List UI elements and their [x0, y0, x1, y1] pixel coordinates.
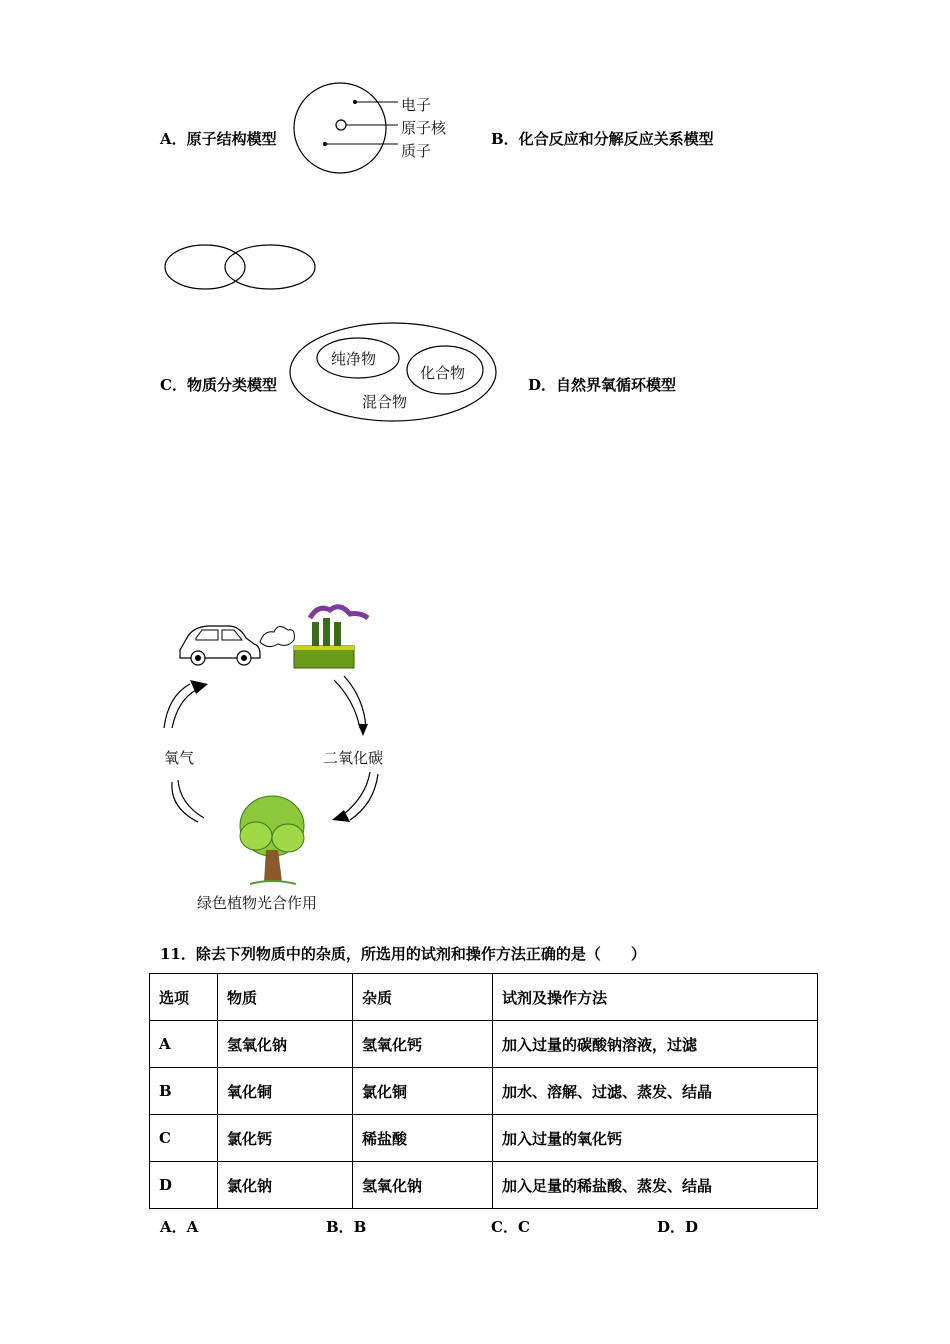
table-cell: C — [150, 1115, 218, 1162]
table-cell: A — [150, 1021, 218, 1068]
option-b-label: B．化合反应和分解反应关系模型 — [491, 130, 714, 148]
factory-icon — [294, 607, 368, 668]
table-cell: 加水、溶解、过滤、蒸发、结晶 — [493, 1068, 818, 1115]
table-cell: 氢氧化钠 — [353, 1162, 493, 1209]
option-d-label: D．自然界氧循环模型 — [528, 376, 677, 394]
photosynthesis-label: 绿色植物光合作用 — [197, 894, 318, 912]
table-row — [150, 1021, 818, 1068]
answer-choice-b[interactable]: B．B — [326, 1218, 367, 1236]
answer-choice-a[interactable]: A．A — [160, 1218, 199, 1236]
table-row — [150, 1115, 818, 1162]
table-cell: 加入过量的碳酸钠溶液，过滤 — [493, 1021, 818, 1068]
oxygen-label: 氧气 — [164, 749, 195, 767]
table-cell: D — [150, 1162, 218, 1209]
option-a-label: A．原子结构模型 — [160, 130, 277, 148]
answer-choice-d[interactable]: D．D — [657, 1218, 699, 1236]
tree-icon — [240, 796, 304, 884]
table-cell: 氯化钠 — [218, 1162, 353, 1209]
co2-label: 二氧化碳 — [323, 749, 384, 767]
question-11-text: 11．除去下列物质中的杂质，所选用的试剂和操作方法正确的是（ ） — [160, 945, 646, 963]
table-cell: 氧化铜 — [218, 1068, 353, 1115]
header-cell: 杂质 — [353, 974, 493, 1021]
table-cell: 稀盐酸 — [353, 1115, 493, 1162]
header-cell: 物质 — [218, 974, 353, 1021]
mixture-label: 混合物 — [362, 393, 408, 411]
table-row — [150, 1162, 818, 1209]
table-cell: 氯化铜 — [353, 1068, 493, 1115]
table-cell: 氢氧化钠 — [218, 1021, 353, 1068]
option-c-label: C．物质分类模型 — [160, 376, 277, 394]
table-cell: 加入过量的氧化钙 — [493, 1115, 818, 1162]
compound-label: 化合物 — [420, 364, 466, 382]
table-cell: 加入足量的稀盐酸、蒸发、结晶 — [493, 1162, 818, 1209]
answer-choice-c[interactable]: C．C — [491, 1218, 530, 1236]
question-table — [149, 973, 818, 1209]
atom-proton-label: 质子 — [401, 142, 432, 160]
atom-nucleus-label: 原子核 — [401, 119, 447, 137]
table-row — [150, 1068, 818, 1115]
table-cell: B — [150, 1068, 218, 1115]
table-header-row — [150, 974, 818, 1021]
table-cell: 氢氧化钙 — [353, 1021, 493, 1068]
table-cell: 氯化钙 — [218, 1115, 353, 1162]
car-icon — [180, 626, 294, 665]
reaction-relationship-diagram — [160, 240, 320, 295]
atom-electron-label: 电子 — [401, 96, 432, 114]
header-cell: 试剂及操作方法 — [493, 974, 818, 1021]
pure-substance-label: 纯净物 — [331, 350, 377, 368]
header-cell: 选项 — [150, 974, 218, 1021]
